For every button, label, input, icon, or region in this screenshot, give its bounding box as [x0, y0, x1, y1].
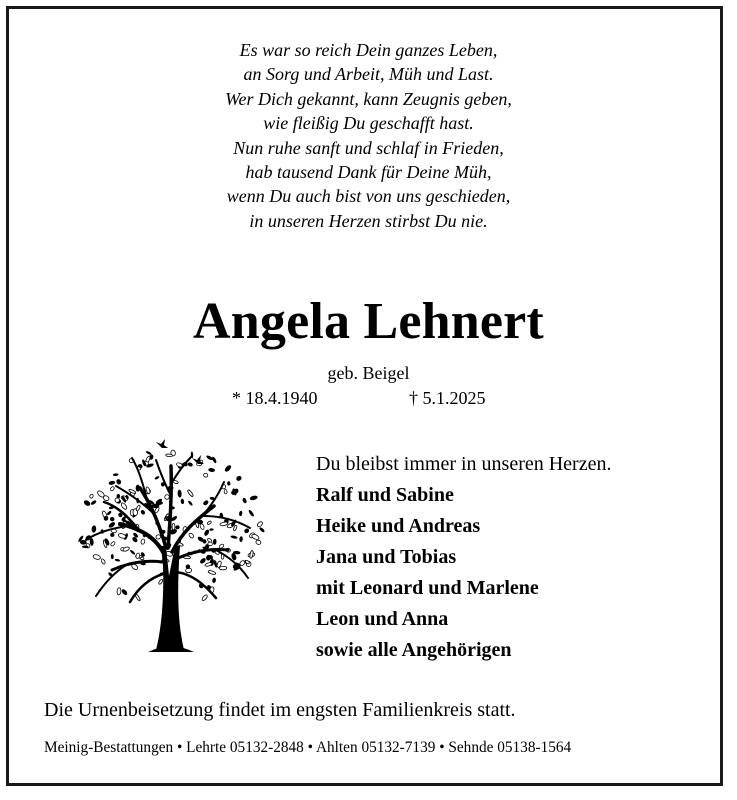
leaf	[101, 558, 106, 564]
poem	[0, 38, 737, 233]
leaf	[110, 486, 115, 491]
leaf	[141, 539, 146, 545]
poem-line: Wer Dich gekannt, kann Zeugnis geben,	[225, 88, 512, 109]
leaf	[242, 497, 248, 504]
leaf	[259, 527, 266, 534]
leaf	[208, 570, 216, 575]
leaf	[122, 546, 129, 552]
poem-line: Nun ruhe sanft und schlaf in Frieden,	[233, 137, 504, 158]
funeral-home-footer: Meinig-Bestattungen • Lehrte 05132-2848 • Ahlten 05132-7139 • Sehnde 05138-1564	[44, 739, 572, 756]
leaf	[108, 480, 115, 485]
leaf	[248, 509, 255, 517]
leaf	[201, 594, 208, 601]
poem-line: Es war so reich Dein ganzes Leben,	[239, 40, 498, 60]
leaf	[235, 475, 242, 482]
leaf	[227, 481, 231, 486]
leaf	[255, 540, 261, 546]
poem-line: an Sorg und Arbeit, Müh und Last.	[243, 64, 494, 85]
burial-notice: Die Urnenbeisetzung findet im engsten Familienkreis statt.	[44, 699, 516, 721]
poem-line: in unseren Herzen stirbst Du nie.	[249, 210, 488, 231]
mourners-intro: Du bleibst immer in unseren Herzen.	[316, 453, 612, 475]
leaf	[199, 557, 207, 564]
leaf	[117, 587, 122, 595]
leaf	[208, 542, 213, 546]
leaf	[90, 500, 97, 506]
leaf	[245, 560, 250, 565]
death-date: † 5.1.2025	[409, 388, 486, 408]
leaf	[121, 588, 129, 596]
leaf	[202, 499, 209, 506]
leaf	[113, 473, 119, 476]
leaf	[120, 502, 127, 510]
leaf	[239, 536, 243, 542]
leaf	[177, 489, 182, 497]
leaf	[208, 468, 215, 473]
tree-with-birds-icon	[68, 436, 274, 656]
leaf	[172, 523, 175, 529]
leaf	[219, 566, 227, 570]
poem-line: wie fleißig Du geschafft hast.	[263, 113, 474, 134]
leaf	[83, 499, 91, 507]
leaf	[188, 532, 194, 538]
leaf	[220, 521, 228, 526]
leaf	[249, 495, 258, 501]
leaf	[129, 549, 135, 555]
leaf	[256, 521, 263, 528]
mourner-name: mit Leonard und Marlene	[316, 577, 539, 599]
leaf	[158, 579, 163, 585]
leaf	[106, 510, 112, 515]
leaf	[187, 489, 194, 497]
poem-line: hab tausend Dank für Deine Müh,	[245, 162, 492, 183]
leaf	[230, 535, 238, 539]
leaf	[187, 462, 193, 468]
leaf	[118, 533, 127, 539]
leaf	[251, 533, 260, 540]
birth-date: * 18.4.1940	[232, 388, 318, 408]
leaf	[140, 509, 146, 515]
leaf	[116, 478, 122, 485]
mourners-block	[316, 449, 611, 666]
leaf	[180, 498, 184, 504]
leaf	[136, 505, 141, 512]
leaf	[89, 494, 93, 499]
mourner-name: Leon und Anna	[316, 608, 449, 630]
leaf	[115, 559, 121, 562]
leaf	[213, 539, 217, 545]
leaf	[205, 562, 213, 567]
leaf	[203, 529, 210, 537]
mourner-name: Heike und Andreas	[316, 515, 481, 537]
leaf	[207, 520, 212, 525]
poem-line: wenn Du auch bist von uns geschieden,	[226, 186, 511, 207]
birth-name: geb. Beigel	[327, 363, 410, 383]
mourner-name: sowie alle Angehörigen	[316, 639, 512, 661]
leaf	[207, 538, 212, 543]
leaf	[154, 476, 160, 481]
mourner-name: Jana und Tobias	[316, 546, 457, 568]
leaf	[212, 577, 216, 583]
leaf	[239, 511, 243, 517]
leaf	[209, 528, 213, 531]
leaf	[93, 554, 101, 560]
mourner-name: Ralf und Sabine	[316, 484, 454, 506]
leaf	[175, 525, 180, 529]
leaf	[224, 489, 227, 494]
leaf	[111, 554, 114, 559]
leaf	[203, 473, 208, 478]
leaf	[249, 550, 253, 558]
deceased-name: Angela Lehnert	[193, 293, 544, 350]
leaf	[166, 454, 173, 457]
leaf	[187, 500, 193, 506]
leaf	[91, 525, 97, 533]
leaf	[110, 533, 115, 538]
leaf	[224, 464, 233, 473]
leaf	[110, 541, 116, 547]
leaf	[109, 516, 115, 522]
